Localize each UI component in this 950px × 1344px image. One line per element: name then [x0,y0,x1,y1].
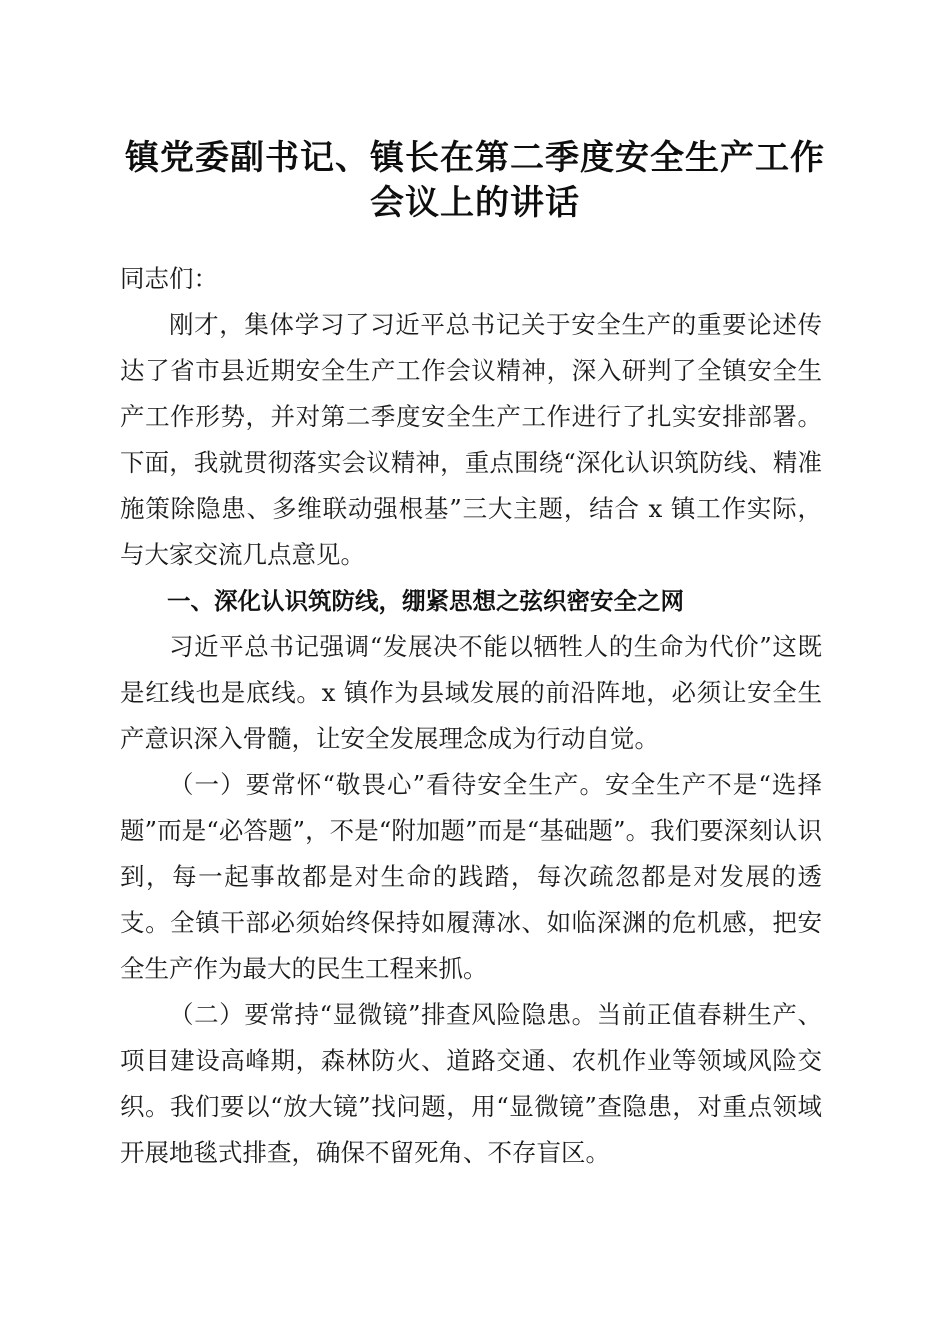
subsection-1-body: 安全生产不是“选择题”而是“必答题”，不是“附加题”而是“基础题”。我们要深刻认识到，每一起事故都是对生命的践踏，每次疏忽都是对发展的透支。全镇干部必须始终保持如履薄冰、如临深渊的危机感，把安全生产作为最大的民生工程来抓。 [120,770,822,983]
document-body [120,256,822,1176]
subsection-2-paragraph [120,992,822,1176]
subsection-1-title: （一）要常怀“敬畏心”看待安全生产。 [169,770,606,799]
title-line-1: 镇党委副书记、镇长在第二季度安全生产工作 [125,138,825,178]
section-1-paragraph: 习近平总书记强调“发展决不能以牺牲人的生命为代价”这既是红线也是底线。x 镇作为县域发展的前沿阵地，必须让安全生产意识深入骨髓，让安全发展理念成为行动自觉。 [120,632,822,753]
subsection-2-body: 当前正值春耕生产、项目建设高峰期，森林防火、道路交通、农机作业等领域风险交织。我们要以“放大镜”找问题，用“显微镜”查隐患，对重点领域开展地毯式排查，确保不留死角、不存盲区。 [120,1000,822,1167]
document-title [100,136,850,226]
subsection-2-title: （二）要常持“显微镜”排查风险隐患。 [169,1000,597,1029]
section-1-heading: 一、深化认识筑防线，绷紧思想之弦织密安全之网 [167,587,684,615]
title-line-2: 会议上的讲话 [370,183,580,223]
intro-paragraph: 刚才，集体学习了习近平总书记关于安全生产的重要论述传达了省市县近期安全生产工作会议精神，深入研判了全镇安全生产工作形势，并对第二季度安全生产工作进行了扎实安排部署。下面，我就贯彻落实会议精神，重点围绕“深化认识筑防线、精准施策除隐患、多维联动强根基”三大主题，结合 x 镇工作实际，与大家交流几点意见。 [120,310,822,569]
salutation: 同志们： [120,264,218,293]
subsection-1-paragraph [120,762,822,992]
